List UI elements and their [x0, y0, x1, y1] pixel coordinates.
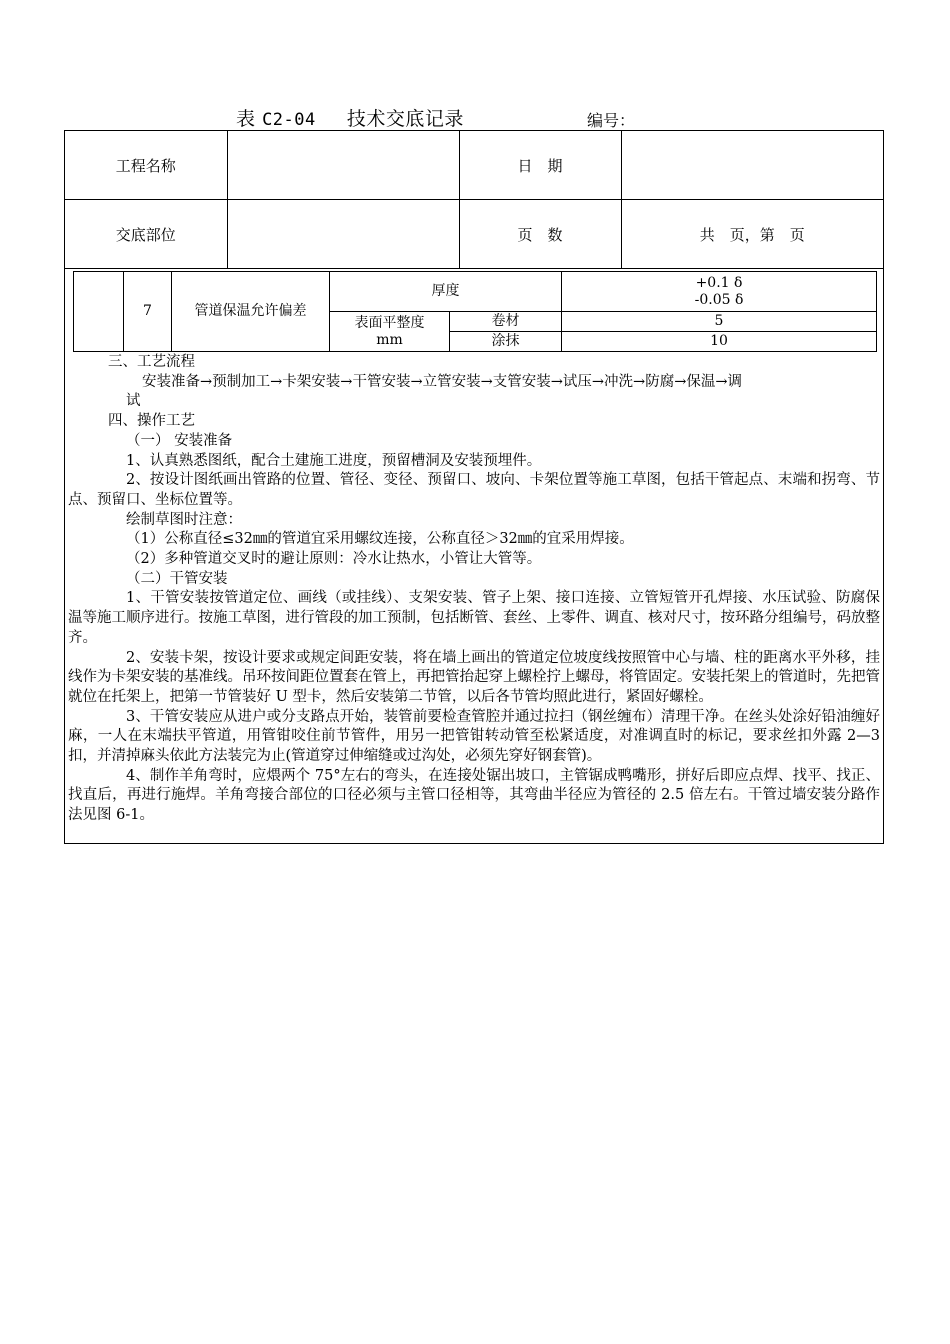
title-name: 技术交底记录	[346, 108, 464, 130]
process-flow-cont: 试	[126, 393, 141, 410]
pages-label: 页 数	[459, 200, 621, 269]
number-label: 编号：	[587, 111, 636, 130]
paragraph: 2、按设计图纸画出管路的位置、管径、变径、预留口、坡向、卡架位置等施工草图，包括干管起点、末端和拐弯、节点、预留口、坐标位置等。	[68, 472, 880, 508]
row-number: 7	[124, 272, 172, 352]
document-title	[236, 104, 464, 131]
thickness-lower: -0.05 δ	[694, 291, 744, 308]
thickness-label: 厚度	[330, 272, 562, 312]
paragraph: 1、认真熟悉图纸，配合土建施工进度，预留槽洞及安装预埋件。	[126, 452, 542, 469]
content-body	[68, 353, 880, 826]
subsection-2-title: （二）干管安装	[126, 570, 228, 587]
part-label: 交底部位	[65, 200, 227, 269]
thickness-upper: +0.1 δ	[695, 274, 743, 291]
process-flow: 安装准备→预制加工→卡架安装→干管安装→立管安装→支管安装→试压→冲洗→防腐→保温→调	[142, 373, 742, 390]
info-table	[65, 131, 883, 269]
flatness-label	[330, 312, 450, 352]
tolerance-table	[73, 271, 877, 352]
date-value[interactable]	[621, 131, 883, 200]
coat-label: 涂抹	[450, 332, 562, 352]
roll-label: 卷材	[450, 312, 562, 332]
paragraph: 2、安装卡架，按设计要求或规定间距安装，将在墙上画出的管道定位坡度线按照管中心与墙、柱的距离水平外移，挂线作为卡架安装的基准线。吊环按间距位置套在管上，再把管抬起穿上螺栓拧上螺母，将管固定。安装托架上的管道时，先把管就位在托架上，把第一节管装好 U 型卡，然后安装第二节管，以后各节管均照此进行，紧固好螺栓。	[68, 649, 880, 705]
flatness-unit: mm	[376, 331, 403, 348]
pages-value[interactable]: 共 页，第 页	[621, 200, 883, 269]
paragraph: 绘制草图时注意：	[126, 511, 242, 528]
paragraph: （1）公称直径≤32㎜的管道宜采用螺纹连接，公称直径＞32㎜的宜采用焊接。	[126, 531, 634, 548]
section-4-title: 四、操作工艺	[108, 413, 195, 430]
paragraph: 4、制作羊角弯时，应煨两个 75°左右的弯头，在连接处锯出坡口，主管锯成鸭嘴形，拼好后即应点焊、找平、找正、找直后，再进行施焊。羊角弯接合部位的口径必须与主管口径相等，其弯曲半径应为管径的 2.5 倍左右。干管过墙安装分路作法见图 6-1。	[68, 767, 880, 824]
project-name-label: 工程名称	[65, 131, 227, 200]
thickness-value	[562, 272, 877, 312]
roll-value: 5	[562, 312, 877, 332]
subsection-1-title: （一） 安装准备	[126, 432, 233, 449]
project-name-value[interactable]	[227, 131, 459, 200]
part-value[interactable]	[227, 200, 459, 269]
flatness-label-text: 表面平整度	[354, 314, 425, 331]
paragraph: 3、干管安装应从进户或分支路点开始，装管前要检查管腔并通过拉扫（钢丝缠布）清理干净。在丝头处涂好铅油缠好麻，一人在末端扶平管道，用管钳咬住前节管件，用另一把管钳转动管至松紧适度，对准调直时的标记，要求丝扣外露 2—3 扣，并清掉麻头依此方法装完为止(管道穿过伸缩缝或过沟处，必须先穿好钢套管)。	[68, 708, 880, 765]
paragraph: 1、干管安装按管道定位、画线（或挂线）、支架安装、管子上架、接口连接、立管短管开孔焊接、水压试验、防腐保温等施工顺序进行。按施工草图，进行管段的加工预制，包括断管、套丝、上零件、调直、核对尺寸，按环路分组编号，码放整齐。	[68, 590, 880, 646]
coat-value: 10	[562, 332, 877, 352]
paragraph: （2）多种管道交叉时的避让原则：冷水让热水，小管让大管等。	[126, 551, 542, 568]
title-code: C2-04	[262, 110, 316, 130]
record-frame	[64, 130, 884, 844]
date-label: 日 期	[459, 131, 621, 200]
tolerance-item: 管道保温允许偏差	[172, 272, 330, 352]
title-prefix: 表	[236, 108, 256, 130]
section-3-title: 三、工艺流程	[108, 354, 195, 370]
table-cell-empty	[74, 272, 124, 352]
